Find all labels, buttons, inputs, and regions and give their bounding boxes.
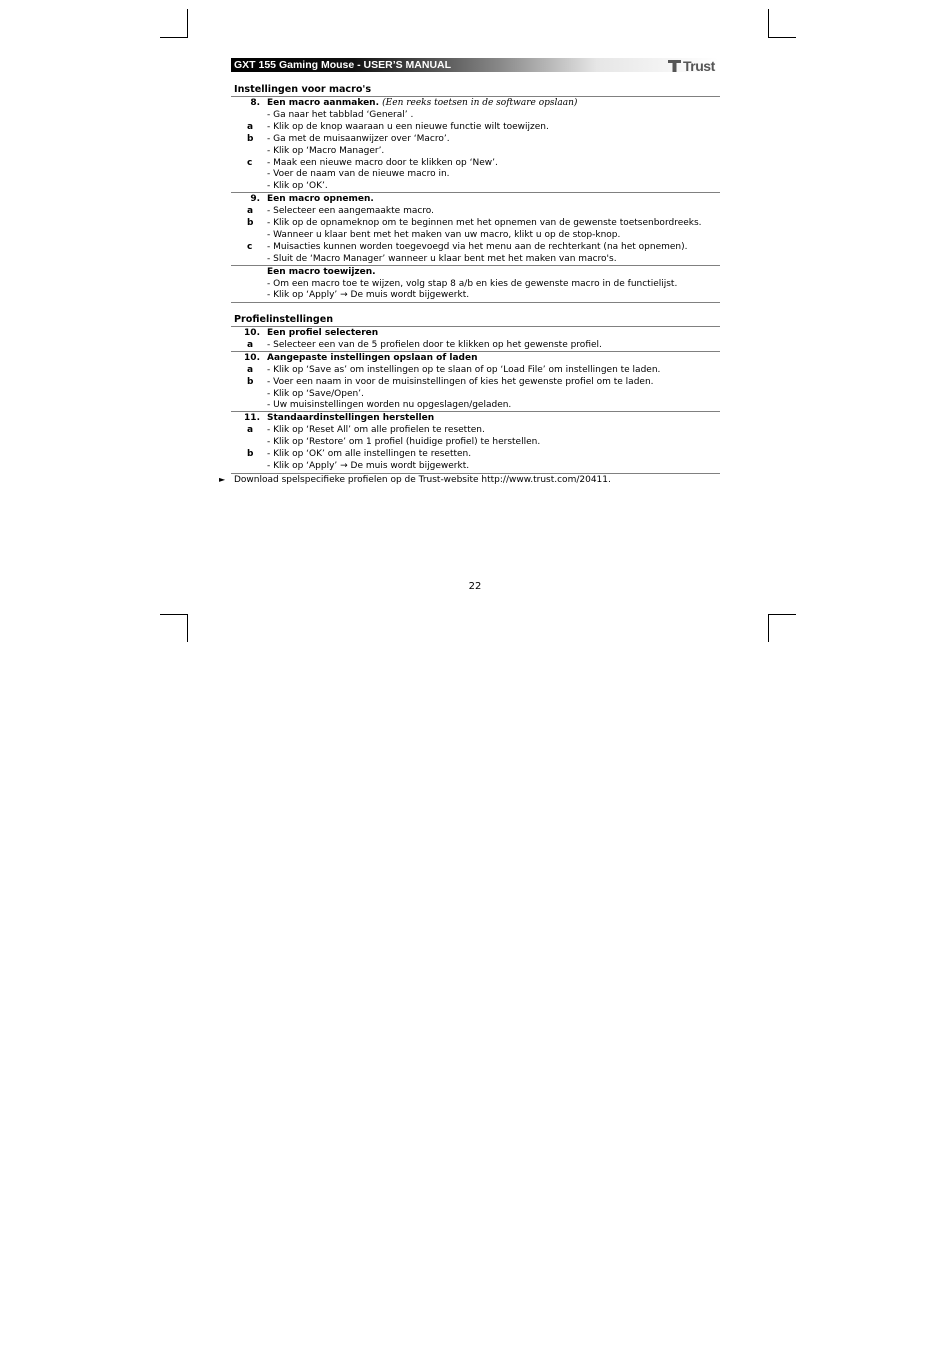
instruction-line bbox=[0, 193, 950, 205]
header-title: GXT 155 Gaming Mouse - USER’S MANUAL bbox=[234, 59, 452, 71]
step-text-content: - Klik op ‘Save as’ om instellingen op te slaan of op ‘Load File’ om instellingen te laden. bbox=[267, 364, 661, 375]
step-text-content: - Ga naar het tabblad ‘General’ . bbox=[267, 109, 414, 120]
sub-step-letter: a bbox=[247, 121, 254, 132]
instruction-line bbox=[0, 253, 950, 265]
instruction-line bbox=[0, 460, 950, 472]
step-heading bbox=[267, 352, 478, 364]
instruction-line bbox=[0, 133, 950, 145]
step-text-content: Een macro aanmaken. bbox=[267, 98, 380, 108]
step-text bbox=[267, 399, 511, 411]
step-text bbox=[267, 217, 702, 229]
step-note: (Een reeks toetsen in de software opslaan) bbox=[382, 98, 578, 108]
step-text-content: Een profiel selecteren bbox=[267, 328, 379, 338]
step-text bbox=[267, 448, 471, 460]
instruction-line bbox=[0, 448, 950, 460]
instruction-line bbox=[0, 168, 950, 180]
step-number: 9. bbox=[250, 194, 260, 205]
step-text-content: - Selecteer een aangemaakte macro. bbox=[267, 206, 435, 217]
step-text bbox=[267, 157, 498, 169]
step-text-content: - Uw muisinstellingen worden nu opgeslagen/geladen. bbox=[267, 400, 512, 411]
sub-step-letter: b bbox=[247, 376, 254, 387]
instruction-line bbox=[0, 436, 950, 448]
section-title: Profielinstellingen bbox=[234, 314, 334, 325]
step-text-content: Een macro toewijzen. bbox=[267, 266, 376, 277]
step-text-content: - Klik op ‘Macro Manager’. bbox=[267, 145, 385, 156]
crop-mark-bottom-left-v bbox=[187, 614, 188, 642]
instruction-line bbox=[0, 145, 950, 157]
step-number: 11. bbox=[244, 413, 260, 424]
step-text-content: - Ga met de muisaanwijzer over ‘Macro’. bbox=[267, 133, 450, 144]
step-text bbox=[267, 133, 450, 145]
instruction-line bbox=[0, 376, 950, 388]
step-text-content: - Om een macro toe te wijzen, volg stap 8 a/b en kies de gewenste macro in de functielijst. bbox=[267, 278, 678, 289]
instruction-line bbox=[0, 121, 950, 133]
sub-step-letter: b bbox=[247, 218, 254, 228]
footnote bbox=[0, 474, 950, 486]
step-text bbox=[267, 229, 620, 241]
instruction-line bbox=[0, 217, 950, 229]
step-text-content: - Klik op ‘OK’ om alle instellingen te resetten. bbox=[267, 449, 472, 459]
step-text bbox=[267, 109, 413, 121]
instruction-line bbox=[0, 327, 950, 339]
instruction-line bbox=[0, 97, 950, 109]
crop-mark-top-left-h bbox=[160, 37, 188, 38]
play-triangle-icon: ► bbox=[219, 475, 226, 484]
step-text-content: - Voer een naam in voor de muisinstellingen of kies het gewenste profiel om te laden. bbox=[267, 376, 654, 387]
step-text-content: - Klik op de knop waaraan u een nieuwe functie wilt toewijzen. bbox=[267, 121, 549, 132]
step-text bbox=[267, 241, 688, 253]
step-text bbox=[267, 121, 549, 133]
step-heading bbox=[267, 327, 378, 339]
step-heading bbox=[267, 412, 434, 424]
step-text bbox=[267, 145, 384, 157]
step-text-content: - Klik op ‘OK’. bbox=[267, 181, 328, 192]
sub-step-letter: a bbox=[247, 206, 254, 217]
step-text-content: - Klik op ‘Restore’ om 1 profiel (huidige profiel) te herstellen. bbox=[267, 437, 541, 448]
step-text-content: - Voer de naam van de nieuwe macro in. bbox=[267, 169, 450, 180]
crop-mark-bottom-right-h bbox=[768, 614, 796, 615]
page-number: 22 bbox=[468, 581, 482, 592]
step-text bbox=[267, 253, 617, 265]
sub-step-letter: b bbox=[247, 133, 254, 144]
instruction-line bbox=[0, 339, 950, 351]
step-heading bbox=[267, 193, 374, 205]
instruction-line bbox=[0, 364, 950, 376]
step-text-content: - Selecteer een van de 5 profielen door te klikken op het gewenste profiel. bbox=[267, 339, 602, 350]
instruction-line bbox=[0, 180, 950, 192]
step-number: 10. bbox=[244, 328, 260, 338]
instruction-line bbox=[0, 229, 950, 241]
crop-mark-top-right-h bbox=[768, 37, 796, 38]
sub-step-letter: a bbox=[247, 425, 254, 436]
step-text bbox=[267, 436, 540, 448]
step-text-content: - Wanneer u klaar bent met het maken van uw macro, klikt u op de stop-knop. bbox=[267, 229, 621, 240]
instruction-line bbox=[0, 352, 950, 364]
instruction-line bbox=[0, 388, 950, 400]
step-text bbox=[267, 388, 364, 400]
instruction-line bbox=[0, 241, 950, 253]
sub-step-letter: a bbox=[247, 364, 254, 375]
sub-step-letter: c bbox=[247, 157, 253, 168]
step-number: 10. bbox=[244, 352, 260, 363]
instruction-line bbox=[0, 424, 950, 436]
sub-step-letter: a bbox=[247, 339, 254, 350]
step-text bbox=[267, 424, 485, 436]
step-text bbox=[267, 278, 677, 290]
step-text bbox=[267, 339, 602, 351]
section-end-divider bbox=[231, 302, 720, 303]
step-text-content: - Sluit de ‘Macro Manager’ wanneer u klaar bent met het maken van macro's. bbox=[267, 253, 617, 264]
step-text-content: - Klik op ‘Save/Open’. bbox=[267, 388, 364, 399]
step-text-content: - Klik op ‘Apply’ → De muis wordt bijgewerkt. bbox=[267, 290, 470, 301]
logo-text: Trust bbox=[683, 58, 715, 74]
instruction-line bbox=[0, 399, 950, 411]
sub-step-letter: b bbox=[247, 449, 254, 459]
footnote-text: Download spelspecifieke profielen op de Trust-website http://www.trust.com/20411. bbox=[234, 475, 611, 485]
instruction-line bbox=[0, 266, 950, 278]
step-heading bbox=[267, 266, 376, 278]
step-text-content: - Maak een nieuwe macro door te klikken op ‘New’. bbox=[267, 157, 498, 168]
step-text-content: Aangepaste instellingen opslaan of laden bbox=[267, 352, 478, 363]
sub-step-letter: c bbox=[247, 241, 253, 252]
step-text bbox=[267, 364, 660, 376]
instruction-line bbox=[0, 289, 950, 301]
step-text bbox=[267, 376, 654, 388]
step-number: 8. bbox=[250, 98, 260, 108]
section-title: Instellingen voor macro's bbox=[234, 84, 372, 95]
step-text-content: - Klik op de opnameknop om te beginnen met het opnemen van de gewenste toetsenbordreeks. bbox=[267, 218, 702, 228]
step-heading bbox=[267, 97, 577, 109]
step-text bbox=[267, 289, 469, 301]
step-text bbox=[267, 180, 328, 192]
crop-mark-top-left-v bbox=[187, 9, 188, 37]
step-text-content: - Muisacties kunnen worden toegevoegd via het menu aan de rechterkant (na het opnemen). bbox=[267, 241, 688, 252]
step-text-content: Standaardinstellingen herstellen bbox=[267, 413, 435, 424]
crop-mark-bottom-left-h bbox=[160, 614, 188, 615]
instruction-line bbox=[0, 412, 950, 424]
step-text-content: Een macro opnemen. bbox=[267, 194, 374, 205]
crop-mark-bottom-right-v bbox=[768, 614, 769, 642]
step-text bbox=[267, 460, 469, 472]
trust-logo-icon bbox=[668, 60, 682, 72]
instruction-line bbox=[0, 157, 950, 169]
instruction-line bbox=[0, 278, 950, 290]
step-text-content: - Klik op ‘Reset All’ om alle profielen te resetten. bbox=[267, 425, 485, 436]
trust-logo bbox=[668, 58, 715, 74]
step-text bbox=[267, 168, 450, 180]
instruction-line bbox=[0, 205, 950, 217]
step-text bbox=[267, 205, 434, 217]
instruction-line bbox=[0, 109, 950, 121]
crop-mark-top-right-v bbox=[768, 9, 769, 37]
step-text-content: - Klik op ‘Apply’ → De muis wordt bijgewerkt. bbox=[267, 460, 470, 471]
